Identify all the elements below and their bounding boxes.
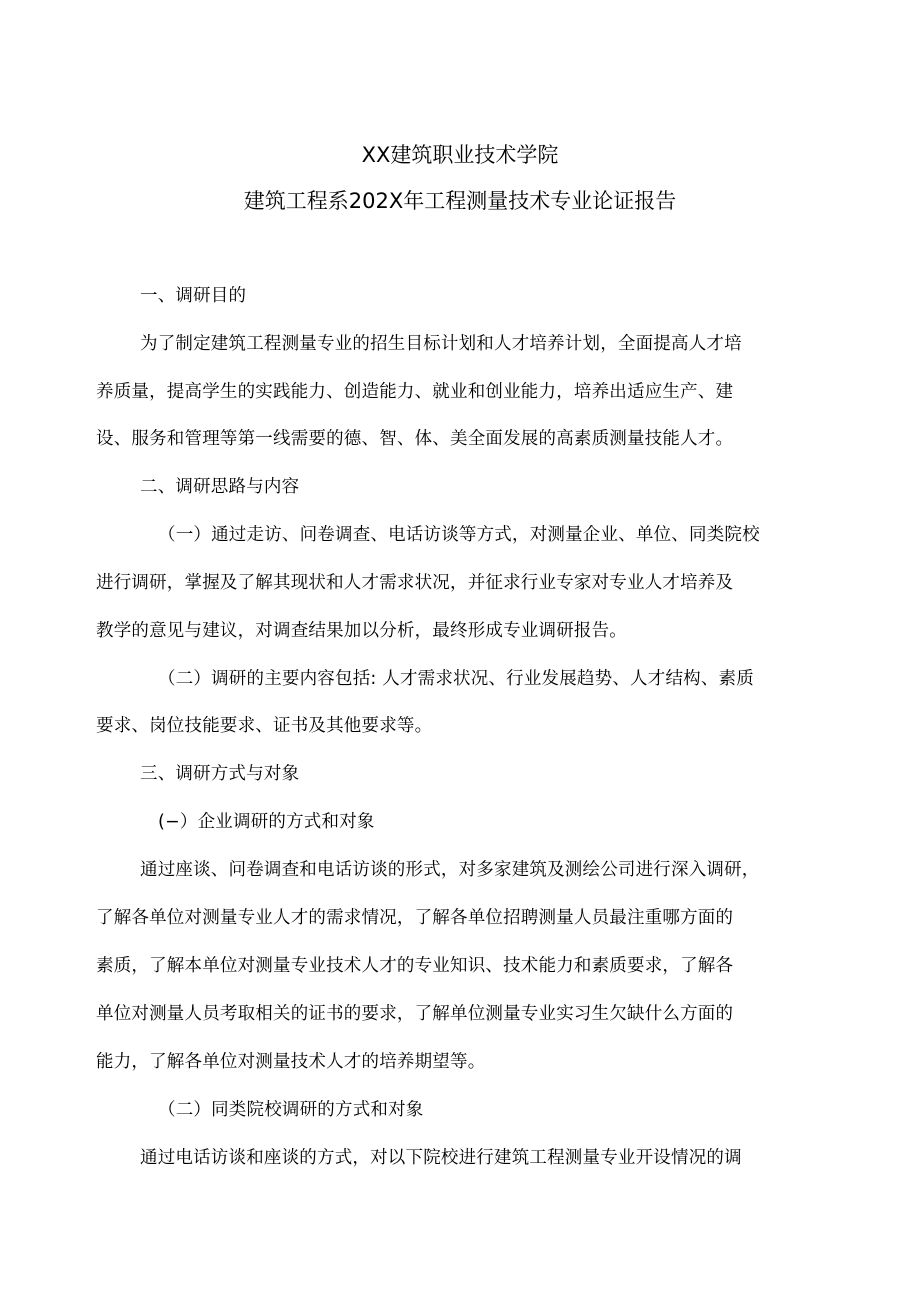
section3-sub2-line: 通过电话访谈和座谈的方式，对以下院校进行建筑工程测量专业开设情况的调: [140, 1148, 742, 1168]
section2-para1-line: 进行调研，掌握及了解其现状和人才需求状况，并征求行业专家对专业人才培养及: [96, 573, 734, 593]
section1-line: 养质量，提高学生的实践能力、创造能力、就业和创业能力，培养出适应生产、建: [96, 382, 734, 402]
document-title-line1: XX建筑职业技术学院: [361, 143, 559, 167]
section3-heading: 三、调研方式与对象: [140, 764, 300, 784]
section2-heading: 二、调研思路与内容: [140, 477, 300, 497]
section2-para1-line: （一）通过走访、问卷调查、电话访谈等方式，对测量企业、单位、同类院校: [158, 525, 760, 545]
section1-line: 为了制定建筑工程测量专业的招生目标计划和人才培养计划，全面提高人才培: [140, 334, 742, 354]
section2-para2-line: 要求、岗位技能要求、证书及其他要求等。: [96, 716, 433, 736]
section1-heading: 一、调研目的: [140, 286, 247, 306]
section3-sub1-line: 素质，了解本单位对测量专业技术人才的专业知识、技术能力和素质要求，了解各: [96, 956, 734, 976]
section2-para2-line: （二）调研的主要内容包括: 人才需求状况、行业发展趋势、人才结构、素质: [158, 669, 754, 689]
document-title-line2: 建筑工程系202X年工程测量技术专业论证报告: [243, 189, 677, 213]
section3-sub1-heading: (−）企业调研的方式和对象: [158, 812, 375, 832]
section2-para1-line: 教学的意见与建议，对调查结果加以分析，最终形成专业调研报告。: [96, 621, 627, 641]
section3-sub2-heading: （二）同类院校调研的方式和对象: [158, 1100, 424, 1120]
section3-sub1-line: 通过座谈、问卷调查和电话访谈的形式，对多家建筑及测绘公司进行深入调研，: [140, 860, 760, 880]
section1-line: 设、服务和管理等第一线需要的德、智、体、美全面发展的高素质测量技能人才。: [96, 429, 734, 449]
section3-sub1-line: 了解各单位对测量专业人才的需求情况，了解各单位招聘测量人员最注重哪方面的: [96, 908, 734, 928]
section3-sub1-line: 能力，了解各单位对测量技术人才的培养期望等。: [96, 1052, 486, 1072]
section3-sub1-line: 单位对测量人员考取相关的证书的要求，了解单位测量专业实习生欠缺什么方面的: [96, 1004, 734, 1024]
